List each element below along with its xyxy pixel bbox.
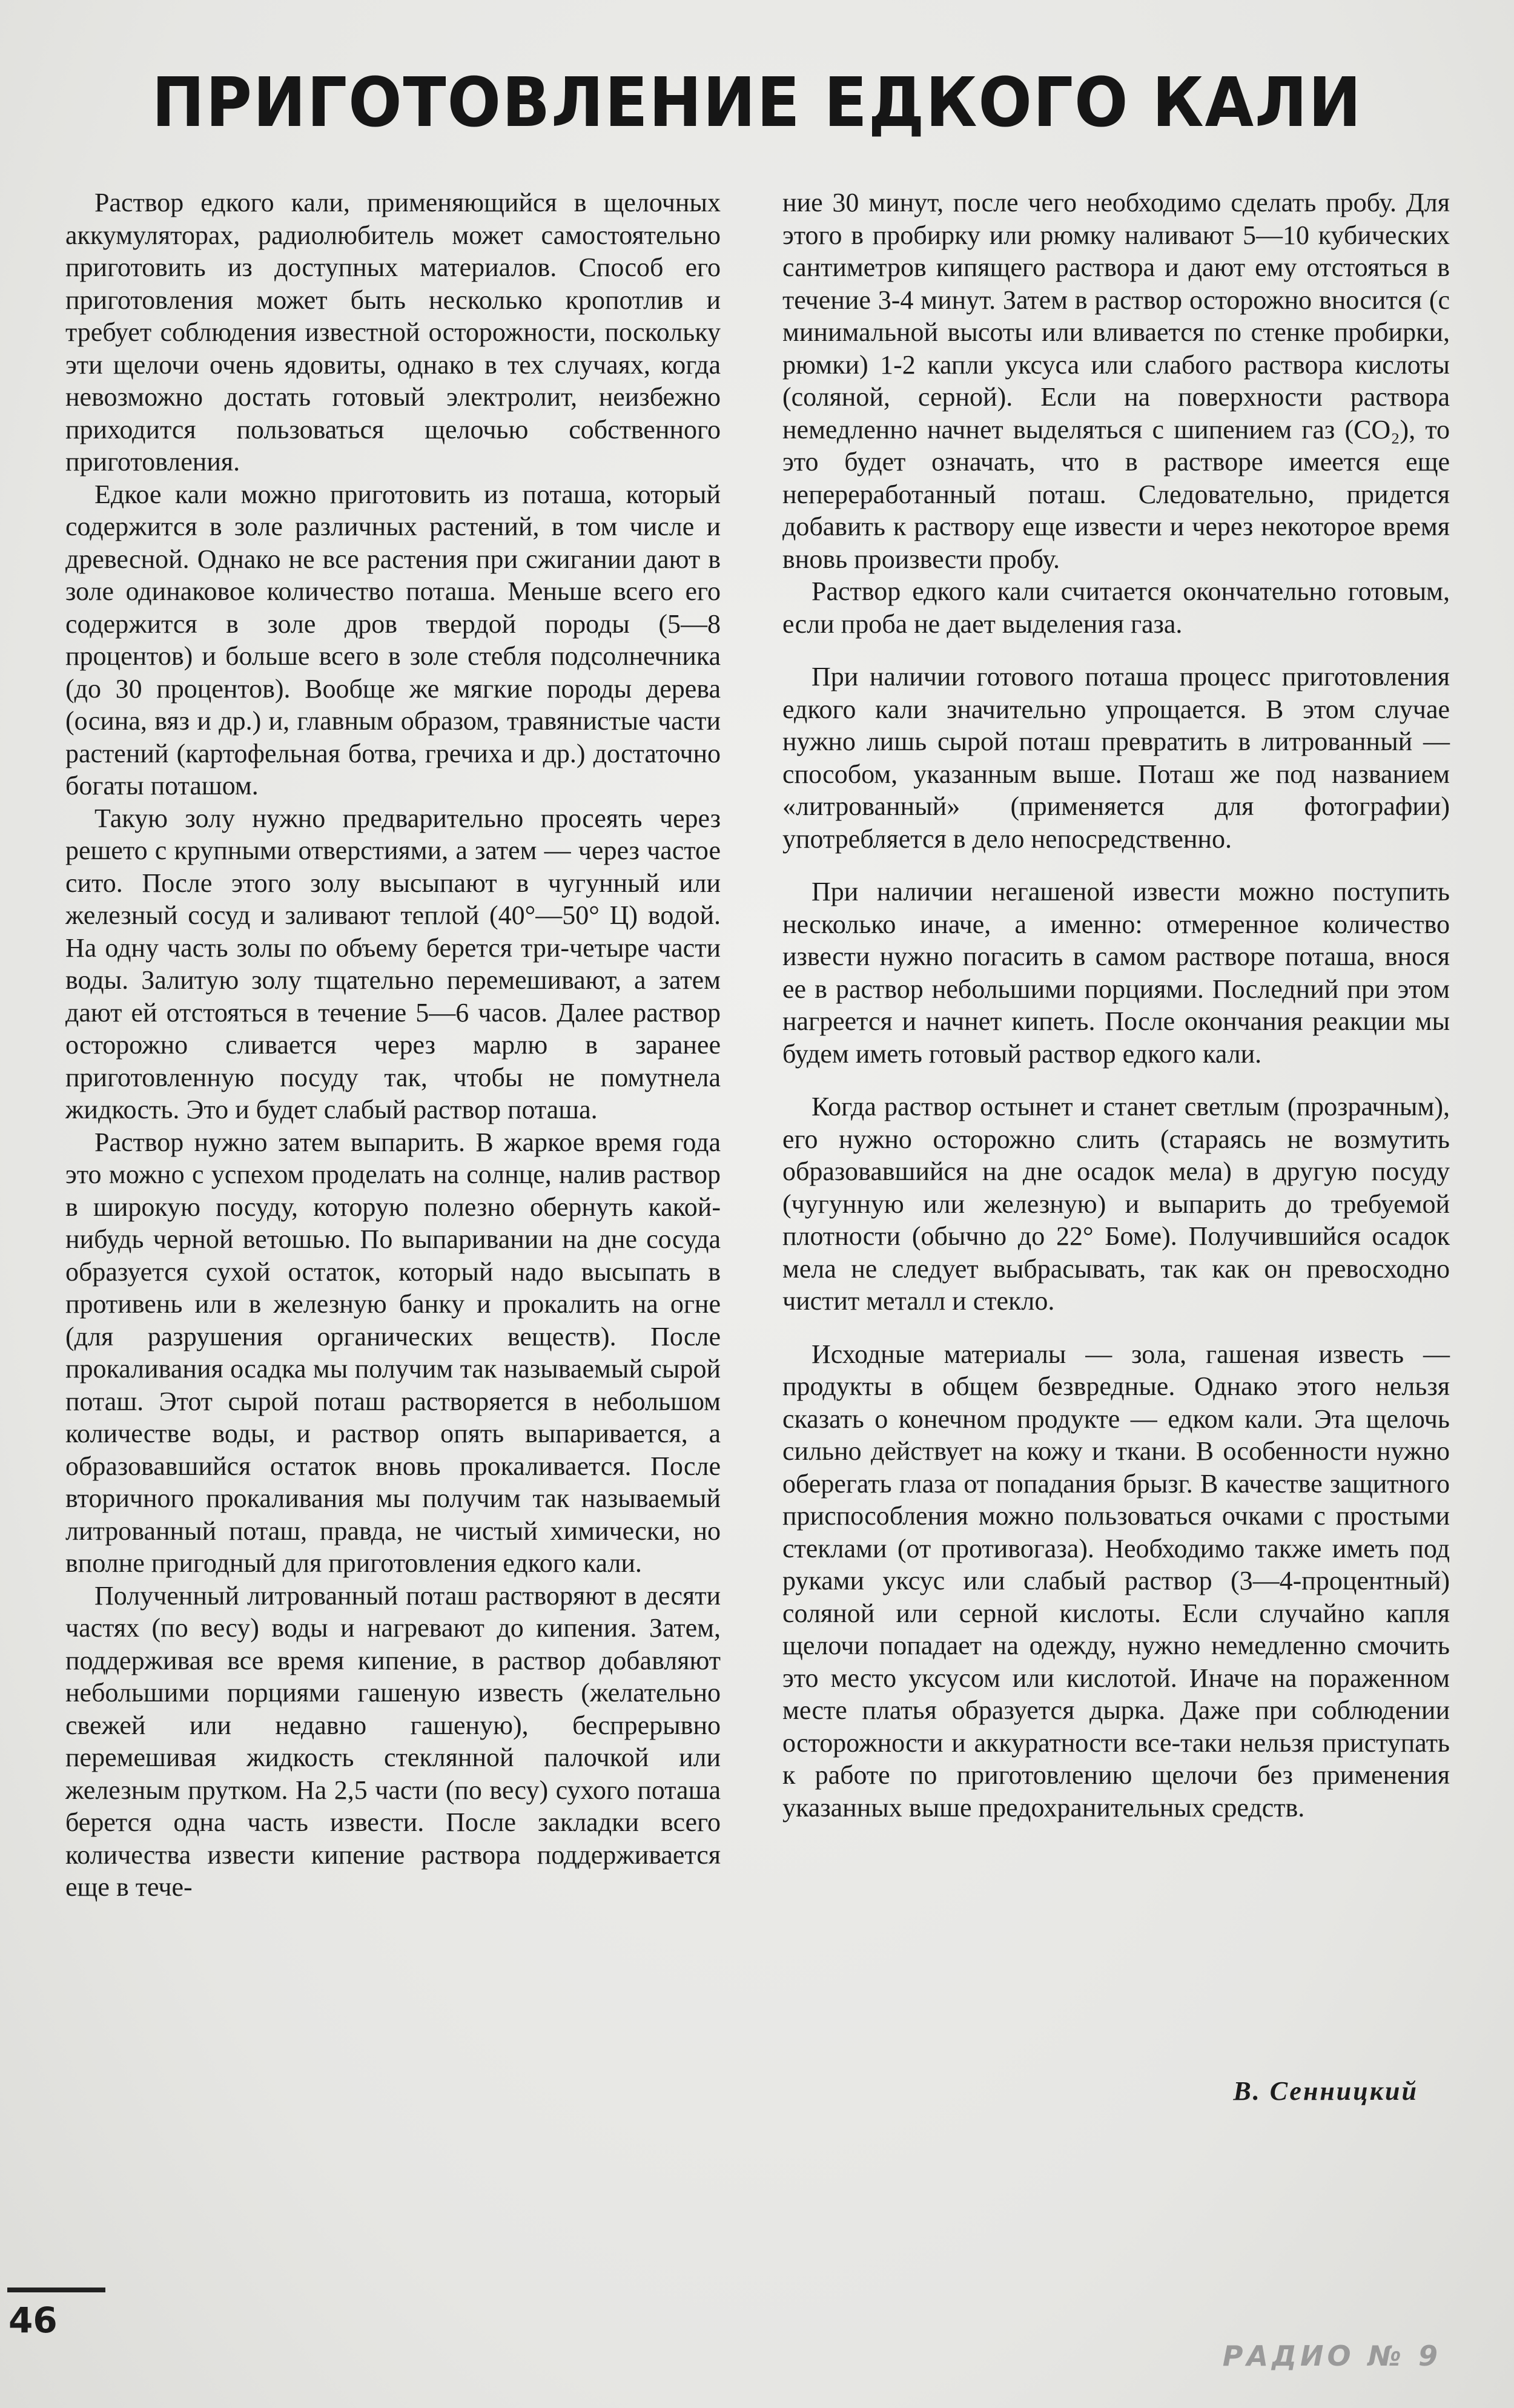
paragraph: Исходные материалы — зола, гашеная известь — продукты в общем безвредные. Однако этого нельзя сказать о конечном продукте — едком кали. Эта щелочь сильно действует на кожу и ткани. В особенности нужно оберегать глаза от попадания брызг. В качестве защитного приспособления можно пользоваться очками с простыми стеклами (от противогаза). Необходимо также иметь под руками уксус или слабый раствор (3—4-процентный) соляной или серной кислоты. Если случайно капля щелочи попадает на одежду, нужно немедленно смочить это место уксусом или кислотой. Иначе на пораженном месте платья образуется дырка. Даже при соблюдении осторожности и аккуратности все-таки нельзя приступать к работе по приготовлению щелочи без применения указанных выше предохранительных средств. <box>782 1339 1450 1822</box>
author-signature: В. Сенницкий <box>1233 2076 1418 2106</box>
paragraph: Когда раствор остынет и станет светлым (прозрачным), его нужно осторожно слить (стараясь не возмутить образовавшийся на дне осадок мела) в другую посуду (чугунную или железную) и выпарить до требуемой плотности (обычно до 22° Боме). Получившийся осадок мела не следует выбрасывать, так как он превосходно чистит металл и стекло. <box>782 1092 1450 1316</box>
paragraph: При наличии негашеной извести можно поступить несколько иначе, а именно: отмеренное количество извести нужно погасить в самом растворе поташа, внося ее в раствор небольшими порциями. Последний при этом нагреется и начнет кипеть. После окончания реакции мы будем иметь готовый раствор едкого кали. <box>782 877 1450 1069</box>
paragraph: Раствор едкого кали, применяющийся в щелочных аккумуляторах, радиолюбитель может самостоятельно приготовить из доступных материалов. Способ его приготовления может быть несколько кропотлив и требует соблюдения известной осторожности, поскольку эти щелочи очень ядовиты, однако в тех случаях, когда невозможно достать готовый электролит, неизбежно приходится пользоваться щелочью собственного приготовления. <box>65 188 721 477</box>
right-column <box>782 186 1450 1824</box>
article-title: ПРИГОТОВЛЕНИЕ ЕДКОГО КАЛИ <box>151 64 1363 142</box>
paragraph: При наличии готового поташа процесс приготовления едкого кали значительно упрощается. В этом случае нужно лишь сырой поташ превратить в литрованный — способом, указанным выше. Поташ же под названием «литрованный» (применяется для фотографии) употребляется в дело непосредственно. <box>782 662 1450 854</box>
magazine-issue-mark: РАДИО № 9 <box>1222 2340 1441 2372</box>
page-number: 46 <box>8 2300 58 2341</box>
paragraph: ние 30 минут, после чего необходимо сделать пробу. Для этого в пробирку или рюмку наливают 5—10 кубических сантиметров кипящего раствора и дают ему отстояться в течение 3-4 минут. Затем в раствор осторожно вносится (с минимальной высоты или вливается по стенке пробирки, рюмки) 1-2 капли уксуса или слабого раствора кислоты (соляной, серной). Если на поверхности раствора немедленно начнет выделяться с шипением газ (CO₂), то это будет означать, что в растворе имеется еще непереработанный поташ. Следовательно, придется добавить к раствору еще извести и через некоторое время вновь произвести пробу. <box>782 188 1450 574</box>
left-column <box>65 186 721 1904</box>
paragraph: Полученный литрованный поташ растворяют в десяти частях (по весу) воды и нагревают до кипения. Затем, поддерживая все время кипение, в раствор добавляют небольшими порциями гашеную известь (желательно свежей или недавно гашеную), беспрерывно перемешивая жидкость стеклянной палочкой или железным прутком. На 2,5 части (по весу) сухого поташа берется одна часть извести. После закладки всего количества извести кипение раствора поддерживается еще в тече- <box>65 1580 721 1902</box>
paragraph: Раствор нужно затем выпарить. В жаркое время года это можно с успехом проделать на солнце, налив раствор в широкую посуду, которую полезно обернуть какой-нибудь черной ветошью. По выпаривании на дне сосуда образуется сухой остаток, который надо высыпать в противень или в железную банку и прокалить на огне (для разрушения органических веществ). После прокаливания осадка мы получим так называемый сырой поташ. Этот сырой поташ растворяется в небольшом количестве воды, и раствор опять выпаривается, а образовавшийся остаток вновь прокаливается. После вторичного прокаливания мы получим так называемый литрованный поташ, правда, не чистый химически, но вполне пригодный для приготовления едкого кали. <box>65 1127 721 1578</box>
paragraph: Раствор едкого кали считается окончательно готовым, если проба не дает выделения газа. <box>782 576 1450 639</box>
paragraph: Едкое кали можно приготовить из поташа, который содержится в золе различных растений, в том числе и древесной. Однако не все растения при сжигании дают в золе одинаковое количество поташа. Меньше всего его содержится в золе дров твердой породы (5—8 процентов) и больше всего в золе стебля подсолнечника (до 30 процентов). Вообще же мягкие породы дерева (осина, вяз и др.) и, главным образом, травянистые части растений (картофельная ботва, гречиха и др.) достаточно богаты поташом. <box>65 479 721 800</box>
page-number-rule <box>7 2288 105 2292</box>
paragraph: Такую золу нужно предварительно просеять через решето с крупными отверстиями, а затем — через частое сито. После этого золу высыпают в чугунный или железный сосуд и заливают теплой (40°—50° Ц) водой. На одну часть золы по объему берется три-четыре части воды. Залитую золу тщательно перемешивают, а затем дают ей отстояться в течение 5—6 часов. Далее раствор осторожно сливается через марлю в заранее приготовленную посуду так, чтобы не помутнела жидкость. Это и будет слабый раствор поташа. <box>65 803 721 1124</box>
